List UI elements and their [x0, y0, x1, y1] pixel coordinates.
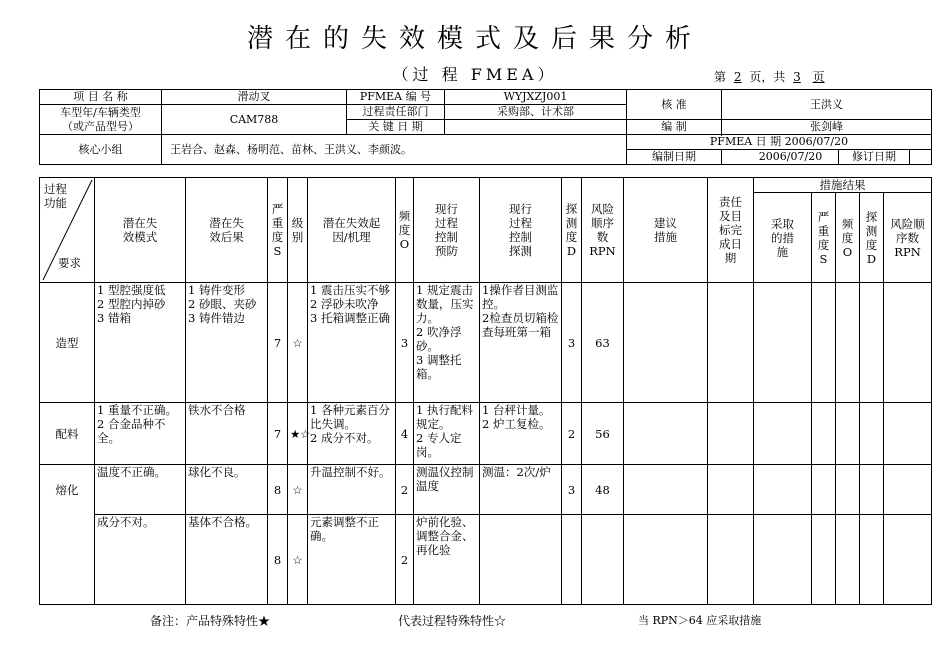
prevent-cell: 炉前化验、调整合金、再化验 [414, 515, 480, 605]
cause-label: 潜在失效起因/机理 [322, 216, 381, 244]
occurrence-cell: 4 [396, 403, 414, 465]
table-row [40, 465, 932, 515]
r-detection-cell [860, 283, 884, 403]
prevent-cell: 测温仪控制温度 [414, 465, 480, 515]
approve-label: 核 准 [627, 90, 722, 120]
col-failure-mode [95, 178, 186, 283]
failure-effect-cell: 1 铸件变形 2 砂眼、夹砂 3 铸件错边 [186, 283, 268, 403]
dept-value: 采购部、计术部 [445, 105, 627, 120]
detect-cell: 1操作者目测监控。 2检查员切箱检查每班第一箱 [480, 283, 562, 403]
page-indicator [714, 68, 829, 85]
severity-cell: 8 [268, 465, 288, 515]
recommend-cell [624, 403, 708, 465]
responsibility-cell [708, 465, 754, 515]
col-failure-effect [186, 178, 268, 283]
table-row [40, 515, 932, 605]
detect-cell [480, 515, 562, 605]
r-detection-cell [860, 465, 884, 515]
page-total: 3 [793, 70, 801, 84]
detection-cell: 2 [562, 403, 582, 465]
model-value: CAM788 [162, 105, 347, 135]
project-value: 滑动叉 [162, 90, 347, 105]
team-label: 核心小组 [40, 135, 162, 165]
cause-cell: 1 各种元素百分比失调。 2 成分不对。 [308, 403, 396, 465]
page-prefix: 第 [714, 70, 727, 84]
table-row [40, 283, 932, 403]
col-r-severity: 严重度S [812, 193, 836, 283]
col-recommend [624, 178, 708, 283]
action-taken-cell [754, 515, 812, 605]
document-title: 潜在的失效模式及后果分析 [246, 24, 703, 54]
dates-cell [722, 150, 932, 165]
pfmea-date: PFMEA 日 期 2006/07/20 [627, 135, 932, 150]
footer-note2-text: 代表过程特殊特性 [398, 614, 495, 628]
action-taken-cell [754, 283, 812, 403]
class-cell: ☆ [288, 283, 308, 403]
rpn-cell [582, 515, 624, 605]
class-cell: ★☆ [288, 403, 308, 465]
r-severity-cell [812, 515, 836, 605]
r-rpn-cell [884, 403, 932, 465]
failure-effect-label: 潜在失效后果 [209, 216, 244, 244]
recommend-label: 建议措施 [654, 216, 677, 244]
r-occurrence-cell [836, 283, 860, 403]
r-detection-cell [860, 403, 884, 465]
key-date-value [445, 120, 627, 135]
col-cause [308, 178, 396, 283]
class-cell: ☆ [288, 515, 308, 605]
r-detection-cell [860, 515, 884, 605]
process-cell: 配料 [40, 403, 95, 465]
col-r-detection: 探测度D [860, 193, 884, 283]
severity-cell: 8 [268, 515, 288, 605]
cause-cell: 元素调整不正确。 [308, 515, 396, 605]
col-class: 级别 [288, 178, 308, 283]
r-severity-cell [812, 403, 836, 465]
r-rpn-cell [884, 465, 932, 515]
create-date-value: 2006/07/20 [743, 150, 839, 164]
prevent-cell: 1 规定震击数量，压实力。 2 吹净浮砂。 3 调整托箱。 [414, 283, 480, 403]
action-taken-cell [754, 403, 812, 465]
col-detection: 探测度D [562, 178, 582, 283]
col-occurrence: 频度O [396, 178, 414, 283]
star-icon: ★ [258, 614, 271, 628]
pfmea-no-value: WYJXZJ001 [445, 90, 627, 105]
responsibility-cell [708, 403, 754, 465]
requirement-label: 要求 [58, 256, 81, 270]
col-process-func [40, 178, 95, 283]
col-r-occurrence: 频度O [836, 193, 860, 283]
revise-date-label: 修订日期 [839, 150, 910, 164]
cause-cell: 升温控制不好。 [308, 465, 396, 515]
detection-cell: 3 [562, 283, 582, 403]
responsibility-label: 责任及目标完成日期 [719, 195, 742, 265]
star-outline-icon: ☆ [494, 614, 507, 628]
footer-note3: 当 RPN＞64 应采取措施 [638, 614, 762, 627]
col-severity: 严重度S [268, 178, 288, 283]
pfmea-no-label: PFMEA 编 号 [347, 90, 445, 105]
failure-mode-cell: 1 型腔强度低 2 型腔内掉砂 3 错箱 [95, 283, 186, 403]
occurrence-cell: 2 [396, 465, 414, 515]
occurrence-cell: 3 [396, 283, 414, 403]
severity-cell: 7 [268, 403, 288, 465]
failure-mode-cell: 温度不正确。 [95, 465, 186, 515]
header-table [39, 89, 932, 165]
failure-mode-cell: 1 重量不正确。 2 合金品种不全。 [95, 403, 186, 465]
prevent-label: 现行过程控制预防 [435, 202, 458, 258]
recommend-cell [624, 515, 708, 605]
r-rpn-cell [884, 515, 932, 605]
detection-cell: 3 [562, 465, 582, 515]
model-label-line1: 车型年/车辆类型 [60, 105, 141, 119]
project-label: 项 目 名 称 [40, 90, 162, 105]
team-value: 王岩合、赵森、杨明范、苗林、王洪义、李颜波。 [162, 135, 627, 165]
col-responsibility [708, 178, 754, 283]
page-current: 2 [733, 70, 742, 84]
cause-cell: 1 震击压实不够 2 浮砂未吹净 3 托箱调整正确 [308, 283, 396, 403]
key-date-label: 关 键 日 期 [347, 120, 445, 135]
failure-mode-label: 潜在失效模式 [122, 216, 158, 244]
col-detect-ctrl [480, 178, 562, 283]
rpn-label: 风险顺序数RPN [589, 202, 616, 258]
col-rpn [582, 178, 624, 283]
prevent-cell: 1 执行配料规定。 2 专人定岗。 [414, 403, 480, 465]
footer-note1-text: 备注：产品特殊特性 [150, 614, 259, 628]
detection-cell [562, 515, 582, 605]
rpn-cell: 63 [582, 283, 624, 403]
detect-ctrl-label: 现行过程控制探测 [509, 202, 532, 258]
failure-effect-cell: 基体不合格。 [186, 515, 268, 605]
col-action-taken [754, 193, 812, 283]
r-occurrence-cell [836, 515, 860, 605]
footer-note1 [150, 612, 270, 629]
failure-effect-cell: 铁水不合格 [186, 403, 268, 465]
rpn-cell: 48 [582, 465, 624, 515]
r-rpn-cell [884, 283, 932, 403]
fmea-table [39, 177, 932, 605]
responsibility-cell [708, 283, 754, 403]
failure-mode-cell: 成分不对。 [95, 515, 186, 605]
col-results: 措施结果 [754, 178, 932, 193]
process-cell [40, 515, 95, 605]
class-cell: ☆ [288, 465, 308, 515]
failure-effect-cell: 球化不良。 [186, 465, 268, 515]
r-occurrence-cell [836, 403, 860, 465]
model-label-line2: （或产品型号） [62, 119, 139, 133]
page-mid: 页，共 [749, 70, 786, 84]
document-subtitle: （过 程 FMEA） [392, 65, 558, 84]
r-occurrence-cell [836, 465, 860, 515]
action-taken-label: 采取的措施 [771, 216, 794, 259]
action-taken-cell [754, 465, 812, 515]
process-func-label: 过程功能 [44, 182, 67, 210]
process-cell: 造型 [40, 283, 95, 403]
recommend-cell [624, 465, 708, 515]
fmea-rows [40, 283, 932, 605]
create-date-label: 编制日期 [627, 150, 722, 165]
page-suffix: 页 [812, 70, 825, 84]
r-severity-cell [812, 283, 836, 403]
detect-cell: 测温：2次/炉 [480, 465, 562, 515]
rpn-cell: 56 [582, 403, 624, 465]
r-severity-cell [812, 465, 836, 515]
dept-label: 过程责任部门 [347, 105, 445, 120]
table-row [40, 403, 932, 465]
footer-note2 [398, 612, 506, 629]
approve-value: 王洪义 [722, 90, 932, 120]
col-r-rpn: 风险顺序数RPN [884, 193, 932, 283]
process-cell: 熔化 [40, 465, 95, 515]
prepare-label: 编 制 [627, 120, 722, 135]
prepare-value: 张剑峰 [722, 120, 932, 135]
model-label [40, 105, 162, 135]
col-prevent [414, 178, 480, 283]
responsibility-cell [708, 515, 754, 605]
severity-cell: 7 [268, 283, 288, 403]
recommend-cell [624, 283, 708, 403]
detect-cell: 1 台秤计量。 2 炉工复检。 [480, 403, 562, 465]
occurrence-cell: 2 [396, 515, 414, 605]
